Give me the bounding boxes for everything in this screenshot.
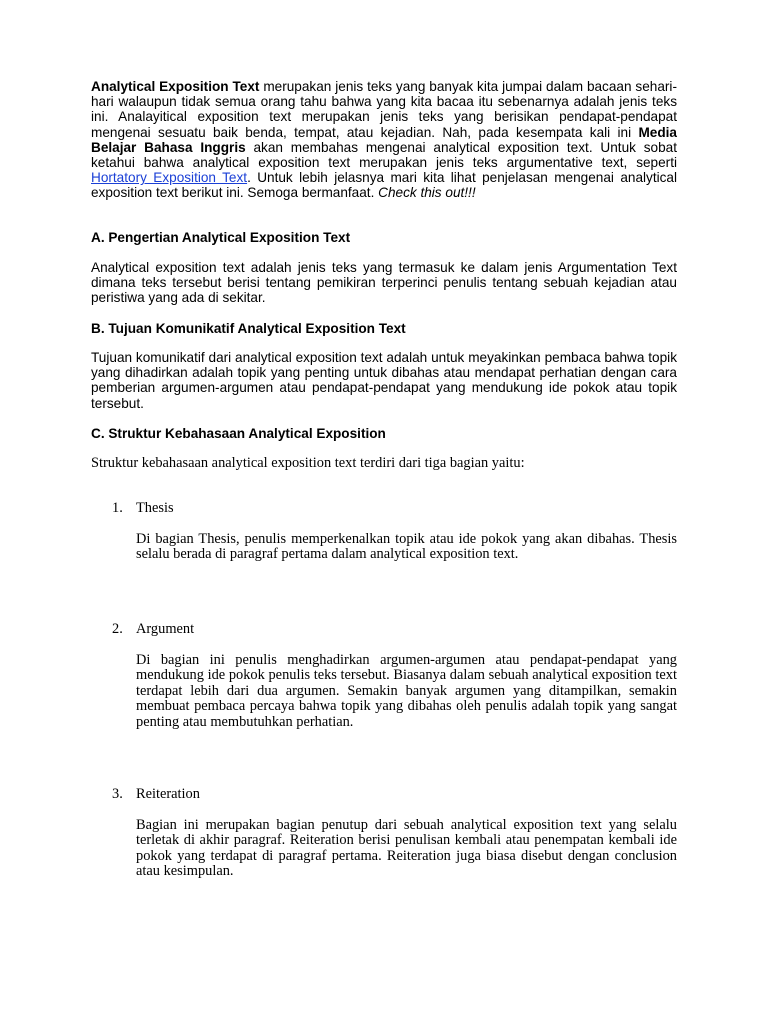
section-b-heading: B. Tujuan Komunikatif Analytical Exposition Text — [91, 321, 406, 336]
section-b-body: Tujuan komunikatif dari analytical exposition text adalah untuk meyakinkan pembaca bahwa topik yang dihadirkan adalah topik yang penting untuk dibahas atau mendapat perhatian dengan cara pemberian argumen-argumen atau pendapat-pendapat yang mendukung ide pokok atau topik tersebut. — [91, 350, 677, 411]
list-title-argument: Argument — [136, 621, 195, 637]
intro-paragraph — [91, 79, 677, 201]
section-c-intro: Struktur kebahasaan analytical exposition text terdiri dari tiga bagian yaitu: — [91, 455, 525, 471]
list-number: 1. — [112, 500, 123, 516]
list-item-reiteration — [112, 787, 677, 887]
intro-text-1: merupakan jenis teks yang banyak kita jumpai dalam bacaan sehari-hari walaupun tidak semua orang tahu bahwa yang kita bacaa itu sebenarnya adalah jenis teks ini. Analayitical exposition text merupakan jenis teks yang berisikan pendapat-pendapat mengenai sesuatu baik benda, tempat, atau kejadian. Nah, pada kesempata kali ini — [91, 79, 677, 140]
section-c-heading: C. Struktur Kebahasaan Analytical Exposition — [91, 426, 386, 441]
section-a-body: Analytical exposition text adalah jenis teks yang termasuk ke dalam jenis Argumentation Text dimana teks tersebut berisi tentang pemikiran terperinci penulis tentang sebuah kejadian atau peristiwa yang ada di sekitar. — [91, 260, 677, 306]
hortatory-exposition-link[interactable]: Hortatory Exposition Text — [91, 170, 248, 186]
list-title-reiteration: Reiteration — [136, 786, 200, 802]
list-item-thesis — [112, 501, 677, 581]
intro-site-name: Media Belajar Bahasa Inggris — [91, 124, 677, 155]
intro-lead-bold: Analytical Exposition Text — [91, 79, 260, 94]
list-title-thesis: Thesis — [136, 500, 174, 516]
list-number: 2. — [112, 621, 123, 637]
list-body-reiteration: Bagian ini merupakan bagian penutup dari sebuah analytical exposition text yang selalu terletak di akhir paragraf. Reiteration berisi penulisan kembali atau penempatan kembali ide pokok yang terdapat di paragraf pertama. Reiteration juga biasa disebut dengan conclusion atau kesimpulan. — [136, 817, 677, 880]
intro-text-3: . Untuk lebih jelasnya mari kita lihat penjelasan mengenai analytical exposition text berikut ini. Semoga bermanfaat. — [91, 170, 677, 201]
list-body-thesis: Di bagian Thesis, penulis memperkenalkan topik atau ide pokok yang akan dibahas. Thesis selalu berada di paragraf pertama dalam analytical exposition text. — [136, 531, 677, 563]
list-item-argument — [112, 622, 677, 752]
list-number: 3. — [112, 786, 123, 802]
list-body-argument: Di bagian ini penulis menghadirkan argumen-argumen atau pendapat-pendapat yang mendukung ide pokok penulis teks tersebut. Biasanya dalam sebuah analytical exposition text terdapat lebih dari dua argumen. Semakin banyak argumen yang ditampilkan, semakin membuat pembaca percaya bahwa topik yang dibahas oleh penulis adalah topik yang sangat penting atau membutuhkan perhatian. — [136, 652, 677, 730]
section-a-heading: A. Pengertian Analytical Exposition Text — [91, 230, 351, 245]
intro-text-2: akan membahas mengenai analytical exposition text. Untuk sobat ketahui bahwa analytical exposition text merupakan jenis teks argumentative text, seperti — [91, 139, 677, 171]
intro-italic-tail: Check this out!!! — [378, 185, 476, 201]
